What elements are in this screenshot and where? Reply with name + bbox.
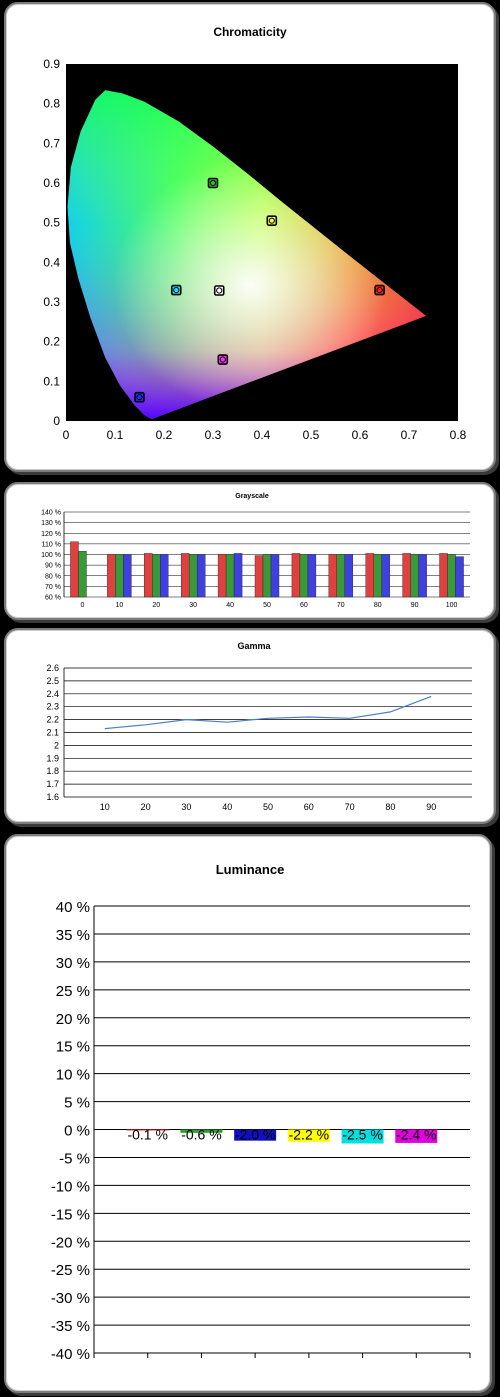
x-tick-label: 40 [222, 802, 233, 812]
grayscale-bar [189, 555, 197, 598]
x-tick-label: 90 [410, 602, 419, 609]
grayscale-bar [255, 556, 263, 597]
y-tick-label: -15 % [50, 1206, 90, 1224]
chromaticity-chart [6, 4, 494, 470]
data-label: -2.5 % [342, 1126, 383, 1143]
y-tick-label: 0.2 [43, 334, 60, 349]
y-tick-label: 2.5 [46, 675, 59, 686]
grayscale-bar [78, 551, 86, 597]
y-tick-label: 1.9 [46, 753, 59, 764]
x-tick-label: 0.2 [155, 428, 173, 442]
data-label: -0.1 % [127, 1126, 168, 1143]
y-tick-label: 2.3 [46, 701, 59, 712]
x-tick-label: 0 [80, 602, 85, 609]
x-tick-label: 10 [99, 802, 110, 812]
y-tick-label: 0.6 [43, 176, 60, 190]
x-tick-label: 30 [189, 602, 198, 609]
y-tick-label: 70 % [45, 583, 61, 591]
grayscale-bar [440, 553, 448, 597]
y-tick-label: 25 % [55, 982, 90, 1000]
y-tick-label: 60 % [45, 594, 61, 602]
grayscale-bar [226, 555, 234, 598]
x-tick-label: 90 [426, 802, 437, 812]
data-label: -2.4 % [396, 1126, 437, 1143]
grayscale-bar [345, 555, 353, 598]
x-tick-label: 50 [263, 602, 271, 609]
chromaticity-panel [4, 2, 496, 472]
x-tick-label: 0.4 [253, 428, 271, 442]
grayscale-bar [115, 555, 123, 598]
gamma-chart [6, 630, 494, 822]
y-tick-label: -20 % [50, 1234, 90, 1252]
grayscale-bar [181, 553, 189, 597]
grayscale-bar [374, 555, 382, 598]
x-tick-label: 20 [152, 602, 161, 609]
grayscale-bar [107, 555, 115, 598]
grayscale-bar [160, 555, 168, 598]
x-tick-label: 80 [373, 602, 382, 609]
measured-point [172, 286, 181, 295]
chromaticity-title: Chromaticity [213, 25, 287, 39]
y-tick-label: 0.4 [43, 255, 60, 270]
y-tick-label: 2.2 [46, 714, 59, 725]
y-tick-label: 2.1 [46, 727, 59, 738]
grayscale-bar [144, 553, 152, 597]
y-tick-label: -30 % [50, 1290, 90, 1308]
y-tick-label: 2.4 [46, 688, 59, 699]
y-tick-label: 120 % [41, 530, 61, 538]
y-tick-label: 5 % [64, 1094, 90, 1112]
data-label: -2.0 % [234, 1126, 276, 1143]
y-tick-label: 1.6 [46, 792, 59, 802]
grayscale-bar [271, 555, 279, 598]
x-tick-label: 70 [336, 602, 345, 609]
grayscale-bar [308, 555, 316, 598]
grayscale-bar [197, 555, 205, 598]
y-tick-label: 140 % [41, 509, 61, 517]
y-tick-label: 35 % [55, 926, 90, 944]
measured-point [218, 355, 227, 364]
y-tick-label: 2.6 [46, 663, 59, 673]
grayscale-title: Grayscale [235, 493, 269, 500]
grayscale-bar [123, 555, 131, 598]
x-tick-label: 70 [344, 802, 355, 812]
y-tick-label: -10 % [50, 1178, 90, 1196]
x-tick-label: 10 [115, 602, 124, 609]
x-tick-label: 40 [226, 602, 234, 609]
grayscale-bar [456, 557, 464, 597]
x-tick-label: 0.6 [351, 428, 369, 442]
gamma-line [105, 696, 431, 728]
grayscale-bar [152, 555, 160, 598]
y-tick-label: 1.7 [46, 779, 59, 790]
measured-point [215, 286, 224, 295]
x-tick-label: 0.8 [449, 428, 467, 442]
y-tick-label: 0.1 [43, 374, 60, 389]
x-tick-label: 30 [181, 802, 192, 812]
y-tick-label: 0.7 [43, 136, 60, 151]
y-tick-label: 90 % [45, 562, 61, 570]
x-tick-label: 0.5 [302, 428, 320, 442]
grayscale-chart [6, 484, 494, 618]
measured-point [135, 393, 144, 402]
y-tick-label: 10 % [55, 1066, 90, 1084]
x-tick-label: 0.7 [400, 428, 418, 442]
grayscale-bar [366, 553, 374, 597]
gamma-title: Gamma [237, 641, 271, 651]
y-tick-label: 1.8 [46, 766, 59, 777]
measured-point [375, 286, 384, 295]
x-tick-label: 50 [262, 802, 274, 812]
grayscale-bar [411, 555, 419, 598]
data-label: -2.2 % [288, 1126, 330, 1143]
y-tick-label: -35 % [50, 1318, 90, 1336]
y-tick-label: 15 % [55, 1038, 90, 1056]
grayscale-bar [337, 555, 345, 598]
grayscale-bar [448, 555, 456, 598]
y-tick-label: 0 [53, 414, 60, 428]
y-tick-label: 0.5 [43, 215, 60, 230]
y-tick-label: 0.8 [43, 96, 60, 111]
gamma-panel [4, 628, 496, 824]
x-tick-label: 0 [62, 428, 70, 442]
y-tick-label: 20 % [55, 1010, 90, 1028]
measured-point [267, 216, 276, 225]
x-tick-label: 0.1 [106, 428, 124, 442]
y-tick-label: 30 % [55, 954, 90, 972]
y-tick-label: 100 % [41, 552, 61, 559]
x-tick-label: 60 [303, 802, 314, 812]
luminance-title: Luminance [215, 862, 285, 877]
luminance-chart [6, 836, 490, 1391]
grayscale-bar [292, 553, 300, 597]
y-tick-label: -5 % [59, 1150, 90, 1168]
grayscale-bar [300, 555, 308, 598]
grayscale-bar [382, 555, 390, 598]
y-tick-label: 0.9 [43, 57, 60, 71]
grayscale-bar [70, 542, 78, 597]
y-tick-label: 130 % [41, 520, 61, 528]
y-tick-label: -40 % [50, 1346, 90, 1363]
grayscale-panel [4, 482, 496, 620]
x-tick-label: 20 [140, 802, 151, 812]
y-tick-label: 2 [53, 740, 59, 751]
y-tick-label: 80 % [45, 573, 61, 581]
y-tick-label: 40 % [55, 899, 90, 916]
grayscale-bar [403, 553, 411, 597]
grayscale-bar [218, 555, 226, 598]
grayscale-bar [263, 555, 271, 598]
x-tick-label: 60 [300, 602, 308, 609]
x-tick-label: 0.3 [204, 428, 222, 442]
x-tick-label: 100 [445, 602, 458, 609]
y-tick-label: -25 % [50, 1262, 90, 1280]
grayscale-bar [419, 555, 427, 598]
y-tick-label: 110 % [41, 541, 61, 549]
y-tick-label: 0.3 [43, 295, 60, 309]
x-tick-label: 80 [385, 802, 396, 812]
measured-point [209, 179, 218, 188]
luminance-panel [4, 834, 492, 1393]
grayscale-bar [234, 553, 242, 597]
data-label: -0.6 % [181, 1126, 222, 1143]
grayscale-bar [329, 555, 337, 598]
y-tick-label: 0 % [64, 1122, 90, 1140]
